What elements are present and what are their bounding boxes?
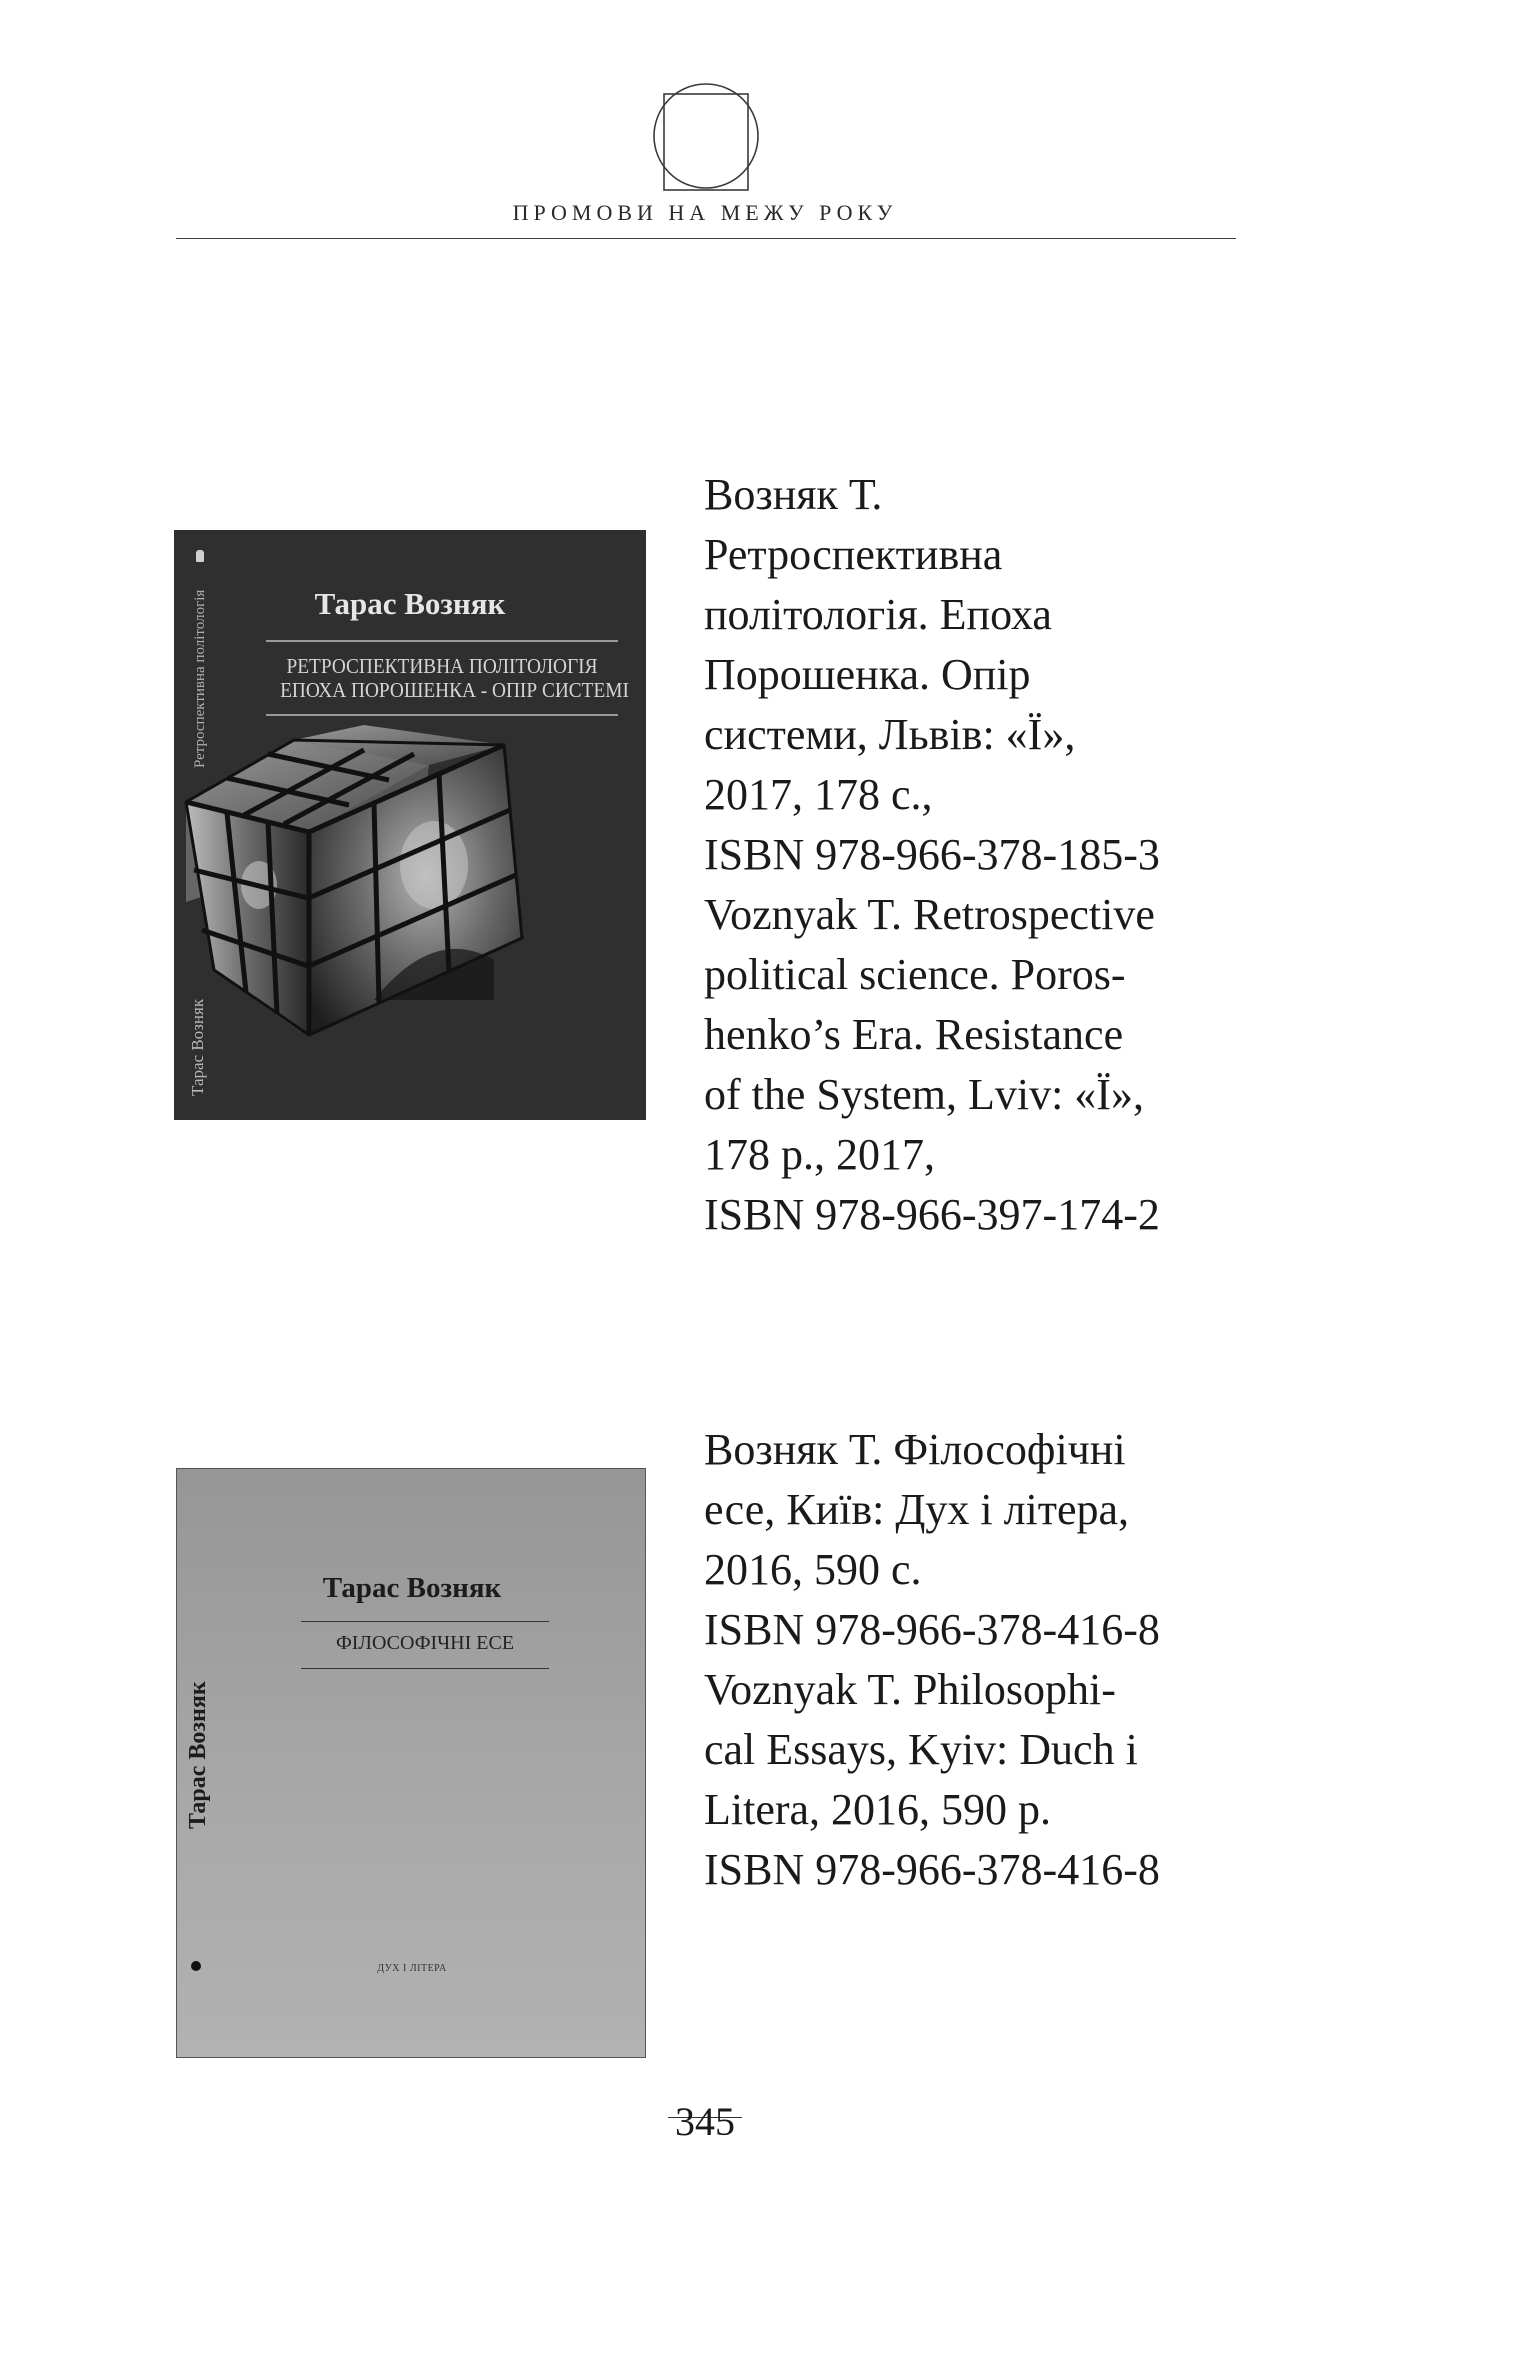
entry-line: ISBN 978-966-397-174-2 xyxy=(704,1190,1160,1239)
entry-line: Ретроспективна xyxy=(704,530,1003,579)
cover-spine-author: Тарас Возняк xyxy=(185,1681,211,1829)
entry-line: Возняк Т. Філософічні xyxy=(704,1425,1126,1474)
entry-line: системи, Львів: «Ї», xyxy=(704,710,1076,759)
cover-spine-title: Ретроспективна політологія xyxy=(192,589,208,768)
cover-author: Тарас Возняк xyxy=(314,586,506,621)
entry-line: ISBN 978-966-378-416-8 xyxy=(704,1845,1160,1894)
cover-title: ФІЛОСОФІЧНІ ЕСЕ xyxy=(335,1632,515,1654)
entry-line: Порошенка. Опір xyxy=(704,650,1031,699)
entry-line: cal Essays, Kyiv: Duch i xyxy=(704,1725,1138,1774)
book-cover-retrospective-politology xyxy=(174,530,646,1120)
portrait-cube-illustration xyxy=(174,530,646,1120)
circle-square-logo-icon xyxy=(648,76,764,192)
entry-line: 178 p., 2017, xyxy=(704,1130,935,1179)
cover-author: Тарас Возняк xyxy=(322,1572,502,1604)
entry-line: 2016, 590 с. xyxy=(704,1545,922,1594)
entry-line: ISBN 978-966-378-185-3 xyxy=(704,830,1160,879)
book-cover-philosophical-essays xyxy=(176,1468,646,2058)
running-header: ПРОМОВИ НА МЕЖУ РОКУ xyxy=(512,200,898,225)
entry-line: henko’s Era. Resistance xyxy=(704,1010,1124,1059)
entry-line: political science. Poros- xyxy=(704,950,1126,999)
cover-title-line-2: ЕПОХА ПОРОШЕНКА - ОПІР СИСТЕМІ xyxy=(280,678,629,702)
entry-line: Litera, 2016, 590 p. xyxy=(704,1785,1052,1834)
bibliography-entry-2 xyxy=(704,1420,1264,1900)
entry-line: 2017, 178 с., xyxy=(704,770,933,819)
header-divider xyxy=(176,238,1236,239)
cover-publisher: ДУХ І ЛІТЕРА xyxy=(377,1963,447,1974)
cover-title-line-1: РЕТРОСПЕКТИВНА ПОЛІТОЛОГІЯ xyxy=(286,654,598,678)
entry-line: Voznyak T. Retrospective xyxy=(704,890,1155,939)
entry-line: політологія. Епоха xyxy=(704,590,1052,639)
entry-line: Возняк Т. xyxy=(704,470,883,519)
entry-line: Voznyak T. Philosophi- xyxy=(704,1665,1116,1714)
cover-title-block xyxy=(301,1621,549,1669)
page-number: 345 xyxy=(675,2099,735,2144)
entry-line: есе, Київ: Дух і літера, xyxy=(704,1485,1130,1534)
cover-spine-author: Тарас Возняк xyxy=(188,998,207,1096)
entry-line: of the System, Lviv: «Ї», xyxy=(704,1070,1144,1119)
entry-line: ISBN 978-966-378-416-8 xyxy=(704,1605,1160,1654)
bibliography-entry-1 xyxy=(704,465,1264,1245)
